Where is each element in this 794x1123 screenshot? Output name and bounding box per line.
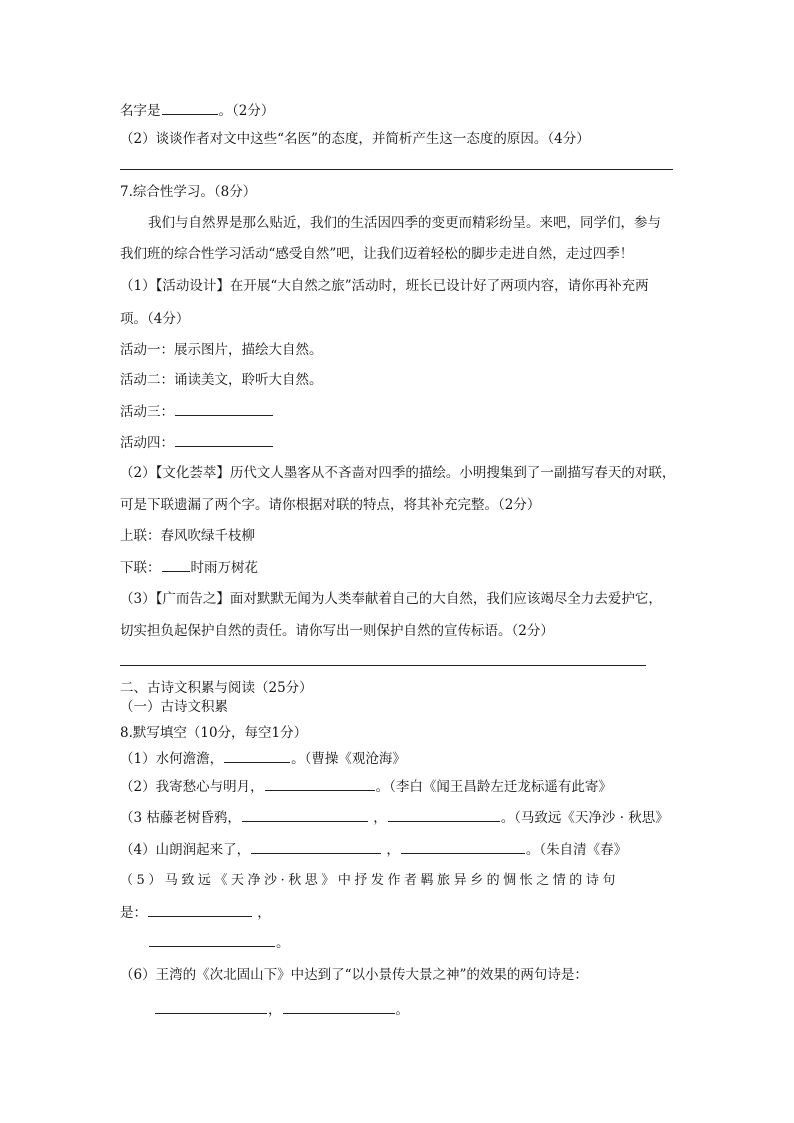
q7-upper-couplet: 上联：春风吹绿千枝柳 [120, 528, 255, 544]
answer-blank[interactable] [149, 933, 275, 947]
q7-title: 7.综合性学习。（8分） [120, 184, 257, 200]
answer-blank[interactable] [265, 777, 375, 791]
answer-blank[interactable] [224, 749, 290, 763]
q8-l3-mid: ， [373, 810, 387, 826]
q6-name-prefix: 名字是 [120, 103, 161, 119]
q8-line-4 [120, 840, 627, 859]
q8-title: 8.默写填空（10分，每空1分） [120, 725, 308, 741]
answer-line[interactable] [120, 169, 673, 170]
answer-blank[interactable] [162, 558, 190, 572]
q7-activity-3 [120, 402, 274, 421]
q8-l3-suffix: 。（马致远《天净沙 · 秋思》 [500, 810, 669, 826]
q8-line-6b [154, 1000, 409, 1019]
answer-blank[interactable] [388, 808, 500, 822]
answer-blank[interactable] [401, 840, 525, 854]
answer-blank[interactable] [175, 402, 273, 416]
q8-line-5a: （ 5 ） 马 致 远 《 天 净 沙 · 秋 思 》 中 抒 发 作 者 羁 旅 异 乡 的 惆 怅 之 情 的 诗 句 [120, 873, 616, 888]
lower-couplet-text: 时雨万树花 [190, 560, 258, 576]
q7-sub3-a: （3）【广而告之】面对默默无闻为人类奉献着自己的大自然，我们应该竭尽全力去爱护它， [120, 591, 662, 607]
answer-blank[interactable] [155, 1000, 267, 1014]
answer-line[interactable] [120, 665, 646, 666]
q6-sub2: （2）谈谈作者对文中这些“名医”的态度，并简析产生这一态度的原因。（4分） [120, 131, 590, 147]
q8-l1-suffix: 。（曹操《观沧海》 [291, 751, 406, 767]
answer-blank[interactable] [251, 840, 381, 854]
q8-l4-suffix: 。（朱自清《春》 [525, 842, 628, 858]
q7-activity-1: 活动一：展示图片，描绘大自然。 [120, 342, 323, 358]
q7-intro-2: 我们班的综合性学习活动“感受自然”吧，让我们迈着轻松的脚步走进自然，走过四季！ [120, 246, 634, 262]
q7-intro-1: 我们与自然界是那么贴近，我们的生活因四季的变更而精彩纷呈。来吧，同学们，参与 [148, 215, 661, 231]
q7-sub1-b: 项。（4分） [120, 311, 190, 327]
q8-l5-comma: ， [257, 905, 271, 921]
q8-line-2 [120, 777, 612, 796]
q7-sub3-b: 切实担负起保护自然的责任。请你写出一则保护自然的宣传标语。（2分） [120, 623, 554, 639]
q8-l5-period: 。 [276, 935, 290, 951]
q8-l4-prefix: （4）山朗润起来了， [120, 842, 251, 858]
q8-line-1 [120, 749, 406, 768]
answer-blank[interactable] [242, 808, 368, 822]
q6-name-line [120, 101, 274, 120]
q8-l5-prefix: 是： [120, 905, 147, 921]
q8-l6-comma: ， [268, 1002, 282, 1018]
q7-sub1-a: （1）【活动设计】在开展“大自然之旅”活动时，班长已设计好了两项内容，请你再补充两 [120, 278, 649, 294]
q7-sub2-b: 可是下联遗漏了两个字。请你根据对联的特点，将其补充完整。（2分） [120, 497, 541, 513]
activity-3-label: 活动三： [120, 404, 174, 420]
q8-line-6a: （6）王湾的《次北固山下》中达到了“以小景传大景之神”的效果的两句诗是： [120, 967, 588, 983]
answer-blank[interactable] [175, 433, 273, 447]
q7-activity-4 [120, 433, 274, 452]
answer-blank[interactable] [283, 1000, 395, 1014]
q8-l4-mid: ， [386, 842, 400, 858]
q7-sub2-a: （2）【文化荟萃】历代文人墨客从不吝啬对四季的描绘。小明搜集到了一副描写春天的对联， [120, 465, 676, 481]
answer-blank[interactable] [148, 903, 252, 917]
activity-4-label: 活动四： [120, 435, 174, 451]
section2-title: 二、古诗文积累与阅读（25分） [120, 680, 313, 696]
section2-subtitle: （一）古诗文积累 [120, 699, 228, 715]
q8-l1-prefix: （1）水何澹澹， [120, 751, 224, 767]
q8-line-3 [120, 808, 669, 827]
q8-l3-prefix: （3 枯藤老树昏鸦， [120, 810, 241, 826]
q7-lower-couplet [120, 558, 258, 577]
q8-l2-suffix: 。（李白《闻王昌龄左迁龙标遥有此寄》 [375, 779, 612, 795]
q8-l6-period: 。 [395, 1002, 409, 1018]
q6-name-suffix: 。（2分） [218, 103, 275, 119]
lower-couplet-label: 下联： [120, 560, 161, 576]
q8-line-5c [148, 933, 290, 952]
answer-blank[interactable] [162, 101, 218, 115]
q8-line-5b [120, 903, 271, 922]
q8-l2-prefix: （2）我寄愁心与明月， [120, 779, 264, 795]
q7-activity-2: 活动二：诵读美文，聆听大自然。 [120, 372, 323, 388]
